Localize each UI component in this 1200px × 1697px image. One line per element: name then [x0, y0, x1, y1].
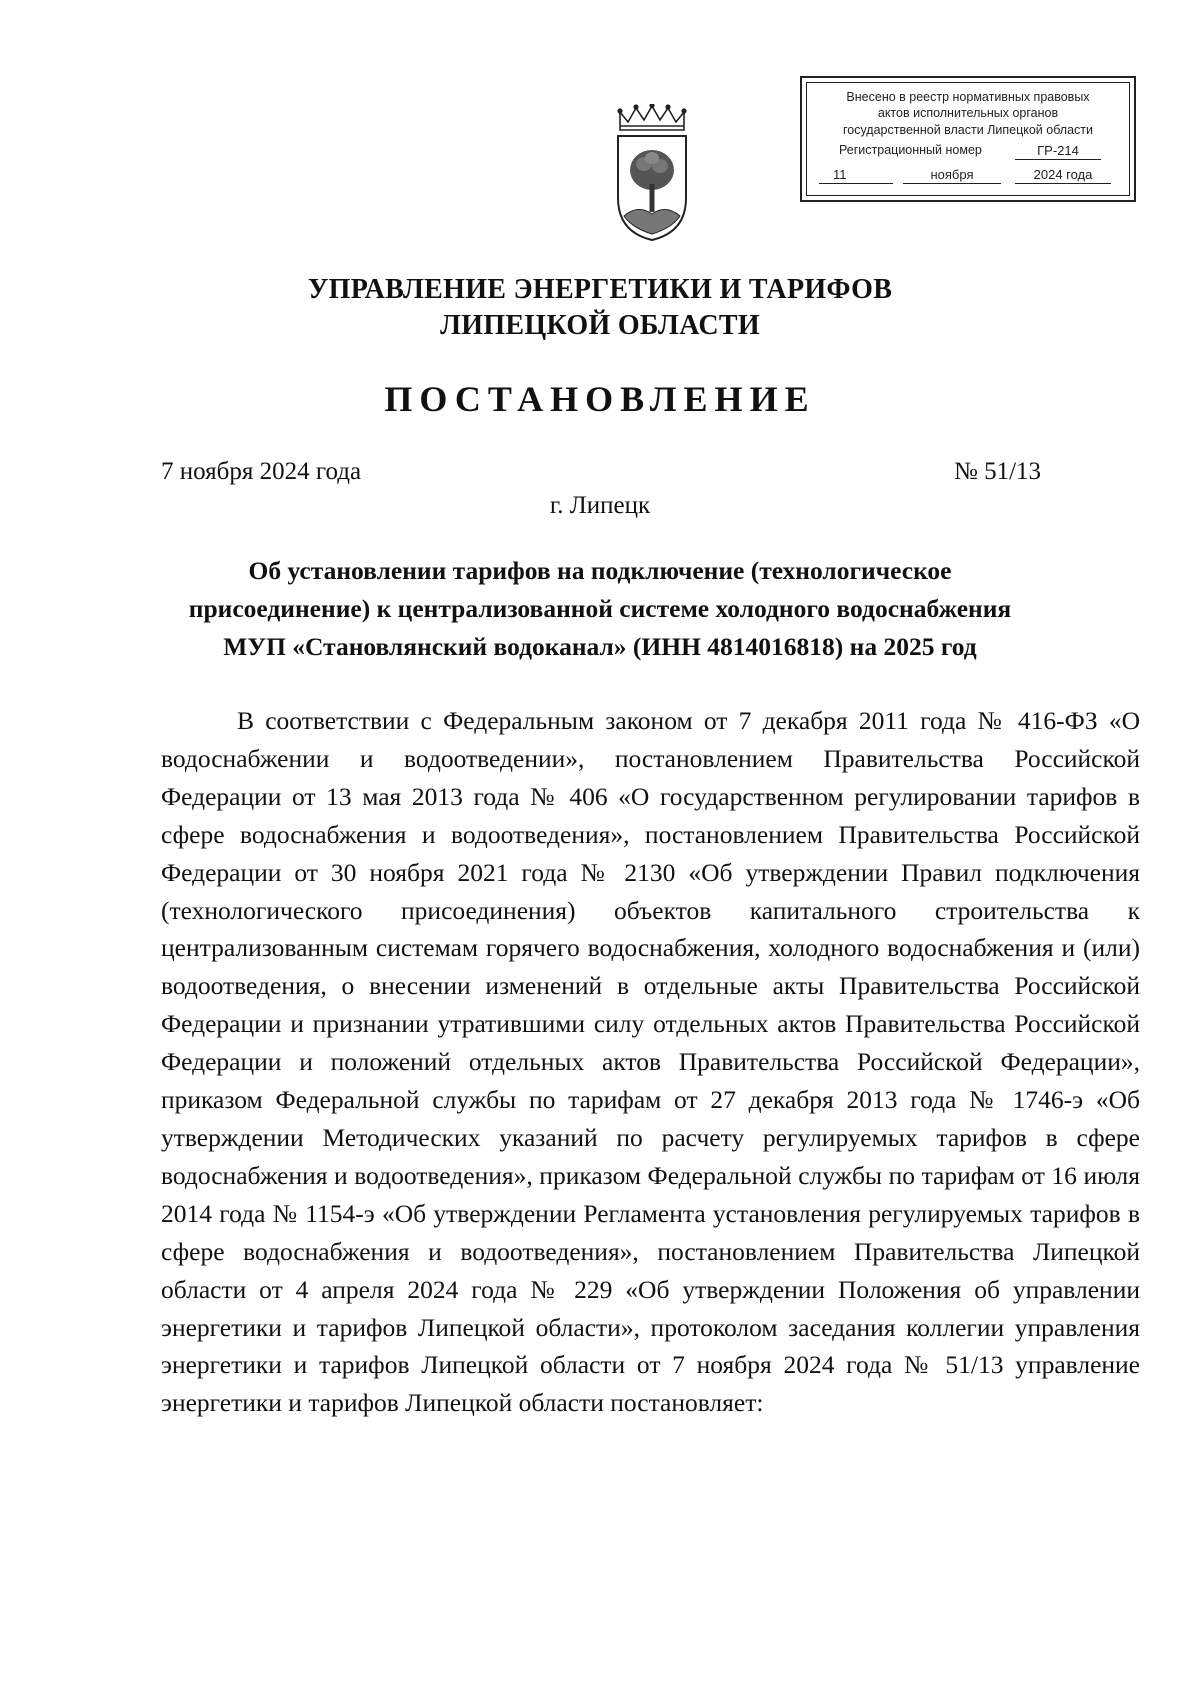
- document-type-title: ПОСТАНОВЛЕНИЕ: [384, 379, 816, 419]
- subject-line-1: Об установлении тарифов на подключение (технологическое: [248, 556, 952, 585]
- subject-line-3: МУП «Становлянский водоканал» (ИНН 4814016818) на 2025 год: [223, 632, 977, 661]
- registry-stamp-inner-frame: [806, 82, 1130, 196]
- document-date: 7 ноября 2024 года: [161, 458, 362, 485]
- stamp-registration-label: Регистрационный номер: [839, 143, 982, 157]
- stamp-year: 2024 года: [1015, 167, 1111, 184]
- preamble-paragraph: В соответствии с Федеральным законом от 7 декабря 2011 года № 416-ФЗ «О водоснабжении и водоотведении», постановлением Правительства Российской Федерации от 13 мая 2013 года № 406 «О государственном регулировании тарифов в сфере водоснабжения и водоотведения», постановлением Правительства Российской Федерации от 30 ноября 2021 года № 2130 «Об утверждении Правил подключения (технологического присоединения) объектов капитального строительства к централизованным системам горячего водоснабжения, холодного водоснабжения и (или) водоотведения, о внесении изменений в отдельные акты Правительства Российской Федерации и признании утратившими силу отдельных актов Правительства Российской Федерации и положений отдельных актов Правительства Российской Федерации», приказом Федеральной службы по тарифам от 27 декабря 2013 года № 1746-э «Об утверждении Методических указаний по расчету регулируемых тарифов в сфере водоснабжения и водоотведения», приказом Федеральной службы по тарифам от 16 июля 2014 года № 1154-э «Об утверждении Регламента установления регулируемых тарифов в сфере водоснабжения и водоотведения», постановлением Правительства Липецкой области от 4 апреля 2024 года № 229 «Об утверждении Положения об управлении энергетики и тарифов Липецкой области», протоколом заседания коллегии управления энергетики и тарифов Липецкой области от 7 ноября 2024 года № 51/13 управление энергетики и тарифов Липецкой области постановляет:: [161, 706, 1140, 1418]
- registry-stamp: [800, 76, 1136, 202]
- stamp-line-2: актов исполнительных органов: [877, 106, 1059, 120]
- lipetsk-coat-of-arms-icon: [612, 104, 692, 244]
- document-subject: [160, 552, 1040, 666]
- stamp-registration-number: ГР-214: [1015, 143, 1101, 160]
- stamp-line-3: государственной власти Липецкой области: [842, 123, 1094, 137]
- agency-name-line-2: ЛИПЕЦКОЙ ОБЛАСТИ: [440, 310, 760, 341]
- tree-icon: [630, 150, 674, 212]
- stamp-line-1: Внесено в реестр нормативных правовых: [846, 90, 1090, 104]
- subject-line-2: присоединение) к централизованной системе холодного водоснабжения: [188, 594, 1012, 623]
- agency-name-line-1: УПРАВЛЕНИЕ ЭНЕРГЕТИКИ И ТАРИФОВ: [307, 274, 893, 305]
- stamp-month: ноября: [903, 167, 1001, 184]
- crown-icon: [618, 104, 686, 130]
- stamp-day: 11: [819, 167, 893, 184]
- document-city: г. Липецк: [549, 492, 651, 519]
- document-number: № 51/13: [954, 458, 1042, 485]
